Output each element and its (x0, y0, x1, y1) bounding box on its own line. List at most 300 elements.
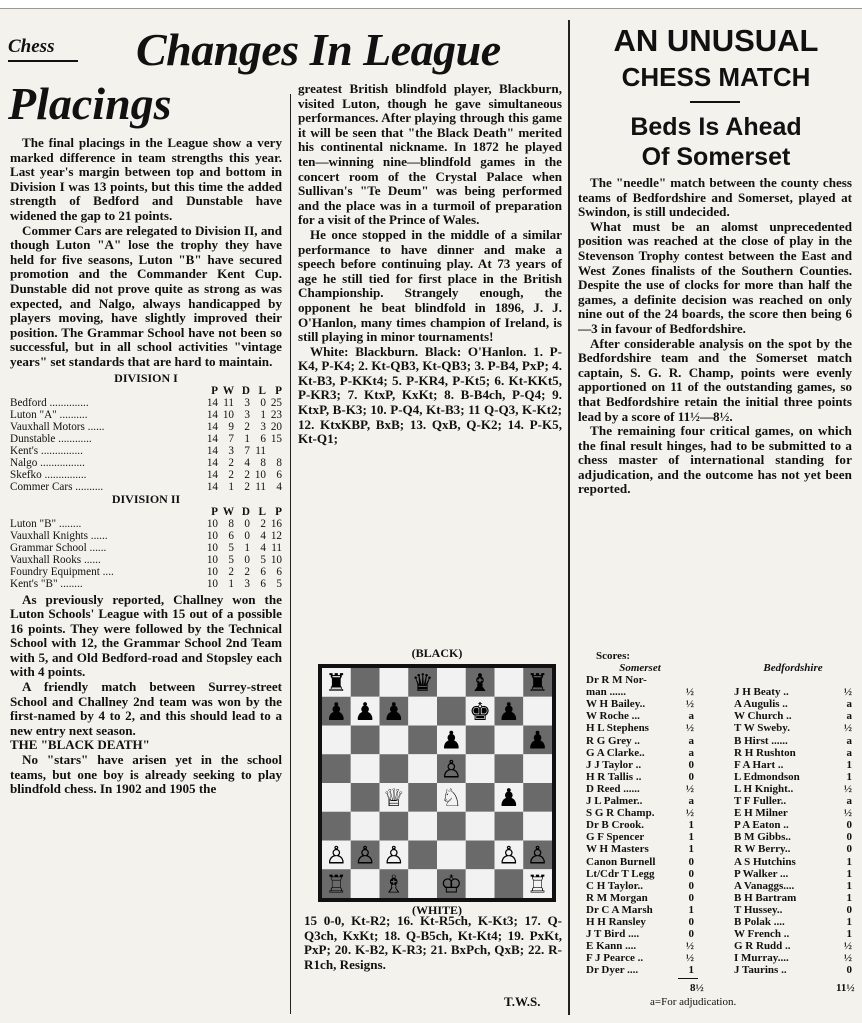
player-row (586, 759, 694, 771)
team-name: Vauxhall Rooks ...... (10, 553, 101, 566)
table-cell: 5 (260, 553, 266, 566)
player-row (734, 783, 852, 795)
player-score: ½ (843, 940, 852, 953)
player-name: G R Rudd .. (734, 940, 791, 953)
black-pawn-icon: ♟ (497, 783, 520, 812)
player-row (734, 831, 852, 843)
player-row (734, 940, 852, 952)
player-score: ½ (685, 952, 694, 965)
game-score-continued: 15 0-0, Kt-R2; 16. Kt-R5ch, K-Kt3; 17. Q-Q3ch, KxKt; 18. Q-B5ch, Kt-Kt4; 19. PxKt, PxP; 20. K-B2, K-R3; 21. BxPch, QxB; 22. R-R1ch, Resigns. (304, 913, 562, 972)
article-paragraph: He once stopped in the middle of a similar performance to have dinner and make a speech before continuing play. At 73 years of age he still tied for first place in the British Championship. Strangely enough, the opponent he beat blindfold in 1896, J. J. O'Hanlon, many times champion of Ireland, is still playing in minor tournaments! (298, 226, 562, 345)
player-score: ½ (685, 940, 694, 953)
player-name: F J Pearce .. (586, 952, 644, 965)
player-row (734, 674, 852, 686)
board-square (495, 754, 524, 783)
player-name: A Vanaggs.... (734, 879, 795, 892)
team-name: Kent's "B" ........ (10, 577, 83, 590)
table-column-header: P (275, 505, 282, 518)
player-row (734, 735, 852, 747)
table-cell: 6 (260, 432, 266, 445)
board-square (322, 754, 351, 783)
player-row (734, 710, 852, 722)
player-name: L Edmondson (734, 770, 800, 783)
board-square (408, 812, 437, 841)
player-name: J Taurins .. (734, 964, 787, 977)
player-name: R H Rushton (734, 746, 796, 759)
player-row (734, 722, 852, 734)
player-row (734, 807, 852, 819)
player-name: P A Eaton .. (734, 819, 789, 832)
chess-board-svg (322, 668, 552, 898)
subheadline-line-2: Of Somerset (641, 143, 791, 171)
player-row (586, 856, 694, 868)
article-paragraph: As previously reported, Challney won the Luton Schools' League with 15 out of a possible 16 points. They were followed by the Technical School with 12, the Grammar School 2nd Team with 5, and Old Bedford-road and Stopsley each with 4 points. (10, 591, 282, 680)
article-paragraph: greatest British blindfold player, Blackburn, visited Luton, though he gave simultaneous performances. After playing through this game it will be seen that "the Black Death" merited his continental nickname. In 1872 he played ten—winning nine—blindfold games in the concert room of the Crystal Palace when Sullivan's "Te Deum" was being performed and the place was in a turmoil of preparation for a visit of the Prince of Wales. (298, 81, 562, 228)
player-name: T Hussey.. (734, 903, 783, 916)
player-score: 1 (846, 915, 852, 928)
board-square (351, 812, 380, 841)
column-rule-left (290, 94, 291, 1014)
player-name: W French .. (734, 928, 790, 941)
board-square (495, 668, 524, 697)
player-score: 1 (688, 903, 694, 916)
black-pawn-icon: ♟ (382, 696, 405, 726)
article-paragraph: A friendly match between Surrey-street School and Challney 2nd team was won by the first-named by 4 to 2, and this should lead to a new entry next season. (10, 679, 282, 738)
white-bishop-icon: ♗ (382, 869, 405, 898)
table-cell: 11 (223, 396, 234, 409)
player-row (734, 880, 852, 892)
black-queen-icon: ♛ (411, 668, 434, 697)
signature: T.W.S. (504, 994, 541, 1009)
player-score: a (688, 795, 694, 808)
player-score: a (846, 698, 852, 711)
player-score: 0 (688, 928, 694, 941)
black-death-subhead: THE "BLACK DEATH" (10, 737, 150, 753)
player-name: B Hirst ...... (734, 734, 788, 747)
somerset-title: Somerset (619, 662, 661, 674)
table-cell: 0 (260, 396, 266, 409)
table-cell: 1 (260, 408, 266, 421)
board-square (322, 812, 351, 841)
player-score: 0 (846, 843, 852, 856)
table-cell: 6 (276, 468, 282, 481)
table-cell: 0 (244, 553, 250, 566)
player-name: W H Bailey.. (586, 698, 646, 711)
player-name: P Walker ... (734, 867, 789, 880)
player-name: Dr B Crook. (586, 819, 644, 832)
right-headline-2: CHESS MATCH (621, 62, 811, 92)
board-square (322, 726, 351, 755)
table-cell: 1 (244, 432, 250, 445)
table-column-header: W (222, 505, 234, 518)
player-score: ½ (843, 807, 852, 820)
player-row (586, 940, 694, 952)
player-name: Dr C A Marsh (586, 903, 653, 916)
board-square (437, 841, 466, 870)
player-name: R G Grey .. (586, 734, 640, 747)
white-king-icon: ♔ (440, 869, 463, 898)
table-cell: 1 (244, 541, 250, 554)
game-score-paragraph: White: Blackburn. Black: O'Hanlon. 1. P-K4, P-K4; 2. Kt-QB3, Kt-QB3; 3. P-B4, PxP; 4. Kt-B3, P-KKt4; 5. P-KR4, P-Kt5; 6. Kt-KKt5, P-KR3; 7. KtxP, KxKt; 8. B-B4ch, P-Q4; 9. KtxP, B-K3; 10. P-Q4, Kt-B3; 11 Q-Q3, K-Kt2; 12. KtxKBP, BxB; 13. QxB, Q-K2; 14. P-K5, Kt-Q1; (298, 343, 562, 447)
player-name: J H Beaty .. (734, 686, 789, 699)
board-square (351, 783, 380, 812)
player-score: 0 (688, 855, 694, 868)
player-row (734, 686, 852, 698)
white-pawn-icon: ♙ (526, 840, 549, 870)
table-cell: 10 (254, 468, 266, 481)
somerset-total: 8½ (690, 982, 704, 994)
player-name: E Kann .... (586, 940, 637, 953)
table-cell: 11 (255, 480, 266, 493)
division-2-title: DIVISION II (111, 491, 181, 506)
table-cell: 2 (244, 565, 250, 578)
table-cell: 5 (276, 577, 282, 590)
total-rule (678, 978, 698, 979)
table-row (10, 481, 282, 493)
black-pawn-icon: ♟ (497, 696, 520, 726)
table-cell: 16 (270, 517, 282, 530)
player-row (586, 819, 694, 831)
player-name: J L Palmer.. (586, 795, 643, 808)
table-cell: 15 (270, 432, 282, 445)
table-cell: 14 (206, 468, 218, 481)
footnote: a=For adjudication. (650, 996, 737, 1008)
board-square (322, 783, 351, 812)
table-cell: 2 (228, 456, 234, 469)
board-square (523, 697, 552, 726)
player-score: ½ (685, 698, 694, 711)
team-name: Nalgo ................ (10, 456, 85, 469)
player-score: a (688, 710, 694, 723)
player-row (586, 964, 694, 976)
player-score: a (688, 734, 694, 747)
division-1-table (10, 385, 282, 493)
board-square (380, 812, 409, 841)
player-name: J J Taylor .. (586, 758, 642, 771)
table-cell: 8 (228, 517, 234, 530)
player-score: 0 (846, 964, 852, 977)
table-row (10, 421, 282, 433)
player-name: R M Morgan (586, 891, 648, 904)
table-cell: 2 (244, 420, 250, 433)
player-score: a (846, 795, 852, 808)
board-square (408, 869, 437, 898)
board-square (408, 697, 437, 726)
player-row (586, 698, 694, 710)
player-score: a (846, 710, 852, 723)
player-score: 0 (846, 903, 852, 916)
player-name: man ...... (586, 686, 627, 699)
table-cell: 14 (206, 480, 218, 493)
table-row (10, 542, 282, 554)
player-row (734, 964, 852, 976)
table-cell: 1 (228, 577, 234, 590)
team-name: Vauxhall Knights ...... (10, 529, 108, 542)
table-cell: 7 (228, 432, 234, 445)
table-cell: 14 (206, 408, 218, 421)
table-cell: 0 (244, 529, 250, 542)
player-name (734, 674, 737, 686)
table-cell: 5 (228, 553, 234, 566)
table-row (10, 445, 282, 457)
table-column-header: D (241, 505, 250, 518)
table-cell: 8 (276, 456, 282, 469)
table-row (10, 457, 282, 469)
table-row (10, 433, 282, 445)
section-kicker: Chess (8, 36, 55, 57)
board-square (466, 726, 495, 755)
player-score: 1 (846, 855, 852, 868)
player-score: 0 (688, 891, 694, 904)
player-row (586, 747, 694, 759)
team-name: Grammar School ...... (10, 541, 107, 554)
board-square (437, 697, 466, 726)
table-cell: 20 (270, 420, 282, 433)
player-row (734, 819, 852, 831)
player-row (734, 904, 852, 916)
player-name: R W Berry.. (734, 843, 791, 856)
player-score: ½ (843, 952, 852, 965)
player-row (586, 868, 694, 880)
table-cell: 7 (244, 444, 250, 457)
player-row (734, 916, 852, 928)
black-pawn-icon: ♟ (325, 696, 348, 726)
table-cell: 3 (244, 396, 250, 409)
board-square (523, 783, 552, 812)
article-paragraph: The final placings in the League show a very marked difference in team strengths this year. Last year's margin between top and bottom in Division I was 13 points, but this time the added strength of Bedford and Dunstable have widened the gap to 21 points. (10, 135, 282, 223)
white-pawn-icon: ♙ (440, 754, 463, 784)
team-name: Bedford .............. (10, 396, 89, 409)
article-paragraph-emphasis: The remaining four critical games, on which the final result hinges, had to be submitted to a chess master of international standing for adjudication, and the outcome has not yet been reported. (578, 423, 852, 497)
player-name: C H Taylor.. (586, 879, 644, 892)
table-cell: 4 (276, 480, 282, 493)
player-row (586, 831, 694, 843)
black-rook-icon: ♜ (526, 668, 549, 697)
player-score: 1 (846, 879, 852, 892)
player-name: G A Clarke.. (586, 746, 645, 759)
player-name: W Roche ... (586, 710, 640, 723)
black-king-icon: ♚ (469, 696, 492, 726)
table-cell: 4 (260, 529, 266, 542)
left-column (10, 136, 282, 797)
board-square (408, 783, 437, 812)
player-name: B H Bartram (734, 891, 797, 904)
player-row (586, 722, 694, 734)
table-cell: 10 (270, 553, 282, 566)
player-row (734, 698, 852, 710)
black-bishop-icon: ♝ (469, 668, 492, 697)
table-cell: 10 (206, 553, 218, 566)
board-square (523, 754, 552, 783)
table-cell: 3 (228, 444, 234, 457)
player-name: S G R Champ. (586, 807, 655, 820)
player-score: 1 (846, 891, 852, 904)
player-score: ½ (685, 807, 694, 820)
table-cell: 14 (206, 456, 218, 469)
table-cell: 14 (206, 396, 218, 409)
white-queen-icon: ♕ (382, 783, 405, 812)
white-pawn-icon: ♙ (354, 840, 377, 870)
table-row (10, 530, 282, 542)
player-score: 1 (846, 928, 852, 941)
player-row (734, 856, 852, 868)
black-pawn-icon: ♟ (354, 696, 377, 726)
table-cell: 6 (276, 565, 282, 578)
table-column-header: P (275, 384, 282, 397)
player-row (586, 843, 694, 855)
table-column-header: L (258, 505, 266, 518)
player-row (734, 771, 852, 783)
somerset-scores (586, 662, 694, 976)
board-square (437, 668, 466, 697)
white-pawn-icon: ♙ (497, 840, 520, 870)
article-paragraph: Commer Cars are relegated to Division II, and though Luton "A" lose the trophy they have held for five seasons, Luton "B" have secured promotion and the Commander Kent Cup. Dunstable did not prove quite as strong as was expected, and Nalgo, always handicapped by players moving, have slightly improved their position. The Grammar School have not been so successful, but in all school activities "vintage years" set standards that are hard to maintain. (10, 222, 282, 369)
player-row (734, 795, 852, 807)
player-name: L H Knight.. (734, 782, 794, 795)
article-paragraph: No "stars" have arisen yet in the school teams, but one boy is already seeking to play blindfold chess. In 1902 and 1905 the (10, 752, 282, 797)
table-row (10, 469, 282, 481)
player-row (586, 710, 694, 722)
player-score: ½ (843, 782, 852, 795)
player-score: 1 (688, 831, 694, 844)
table-cell: 1 (228, 480, 234, 493)
player-name: J T Bird .... (586, 928, 640, 941)
player-row (586, 916, 694, 928)
table-cell: 0 (244, 517, 250, 530)
table-cell: 2 (244, 468, 250, 481)
table-cell: 3 (260, 420, 266, 433)
bedfordshire-scores (734, 662, 852, 976)
player-score: a (688, 746, 694, 759)
player-name: B M Gibbs.. (734, 831, 791, 844)
player-row (734, 747, 852, 759)
player-name: H H Ransley (586, 915, 646, 928)
kicker-underline (8, 60, 78, 62)
board-square (408, 726, 437, 755)
player-row (586, 892, 694, 904)
player-name: D Reed ...... (586, 782, 640, 795)
table-cell: 25 (270, 396, 282, 409)
table-cell: 23 (270, 408, 282, 421)
table-column-header: L (258, 384, 266, 397)
player-score: 0 (688, 915, 694, 928)
article-paragraph: After considerable analysis on the spot by the Bedfordshire team and the Somerset match captain, S. G. R. Champ, points were evenly apportioned on 11 of the outstanding games, so that Bedfordshire retain the initial three points lead by a score of 11½—8½. (578, 335, 852, 424)
player-score: 1 (688, 843, 694, 856)
table-row (10, 409, 282, 421)
board-square (351, 726, 380, 755)
table-column-header: W (222, 384, 234, 397)
player-score: 1 (846, 770, 852, 783)
board-square (380, 668, 409, 697)
player-row (586, 807, 694, 819)
table-column-header: P (211, 505, 218, 518)
player-score: ½ (685, 686, 694, 699)
team-name: Skefko ............... (10, 468, 87, 481)
player-name: F A Hart .. (734, 758, 784, 771)
table-cell: 2 (244, 480, 250, 493)
player-row (586, 783, 694, 795)
team-name: Vauxhall Motors ...... (10, 420, 105, 433)
player-name: G F Spencer (586, 831, 645, 844)
player-row (586, 952, 694, 964)
table-column-header: P (211, 384, 218, 397)
table-cell: 14 (206, 444, 218, 457)
right-column (578, 176, 852, 497)
table-cell: 2 (228, 468, 234, 481)
table-column-header: D (241, 384, 250, 397)
player-score: ½ (685, 782, 694, 795)
table-row (10, 554, 282, 566)
player-name: H R Tallis .. (586, 770, 642, 783)
team-name: Kent's ............... (10, 444, 83, 457)
board-square (495, 726, 524, 755)
board-square (351, 754, 380, 783)
headline-line-1: Changes In League (136, 24, 501, 75)
table-row (10, 397, 282, 409)
player-name: Dr R M Nor- (586, 674, 647, 687)
table-cell: 6 (228, 529, 234, 542)
player-score: a (846, 746, 852, 759)
player-row (734, 892, 852, 904)
player-score: 1 (688, 964, 694, 977)
table-cell: 10 (206, 541, 218, 554)
bedfordshire-total: 11½ (836, 982, 855, 994)
headline-line-2: Placings (8, 78, 172, 129)
team-name: Luton "A" .......... (10, 408, 88, 421)
board-square (523, 812, 552, 841)
player-row (734, 928, 852, 940)
player-name: Lt/Cdr T Legg (586, 867, 655, 880)
player-score: ½ (843, 722, 852, 735)
table-cell: 3 (244, 408, 250, 421)
player-name: W H Masters (586, 843, 649, 856)
table-row (10, 518, 282, 530)
right-subheadline (578, 112, 854, 172)
board-square (466, 812, 495, 841)
table-cell: 5 (228, 541, 234, 554)
board-square (380, 726, 409, 755)
article-paragraph: What must be an alomst unprecedented position was reached at the close of play in the Stevenson Trophy contest between the East and West Zones finalists of the Southern Counties. Despite the use of clocks for more than half the games, a definite decision was reached on only nine out of the 24 boards, the score then being 6—3 in favour of Bedfordshire. (578, 218, 852, 336)
team-name: Dunstable ............ (10, 432, 92, 445)
player-row (734, 843, 852, 855)
player-row (734, 868, 852, 880)
table-cell: 9 (228, 420, 234, 433)
board-square (351, 869, 380, 898)
middle-column (298, 82, 562, 447)
player-name: A Augulis .. (734, 698, 788, 711)
player-row (586, 686, 694, 698)
table-cell: 10 (206, 565, 218, 578)
board-square (437, 812, 466, 841)
player-name: T F Fuller.. (734, 795, 787, 808)
table-cell: 4 (244, 456, 250, 469)
white-pawn-icon: ♙ (382, 840, 405, 870)
board-square (466, 754, 495, 783)
player-name: I Murray.... (734, 952, 789, 965)
player-name: Canon Burnell (586, 855, 656, 868)
table-cell: 10 (206, 577, 218, 590)
board-label-black: (BLACK) (411, 646, 463, 660)
board-square (351, 668, 380, 697)
middle-column-tail (304, 914, 562, 972)
player-row (586, 795, 694, 807)
player-name: Dr Dyer .... (586, 964, 639, 977)
table-cell: 10 (206, 529, 218, 542)
player-row (586, 928, 694, 940)
black-pawn-icon: ♟ (440, 725, 463, 755)
player-name: T W Sweby. (734, 722, 790, 735)
board-square (495, 869, 524, 898)
